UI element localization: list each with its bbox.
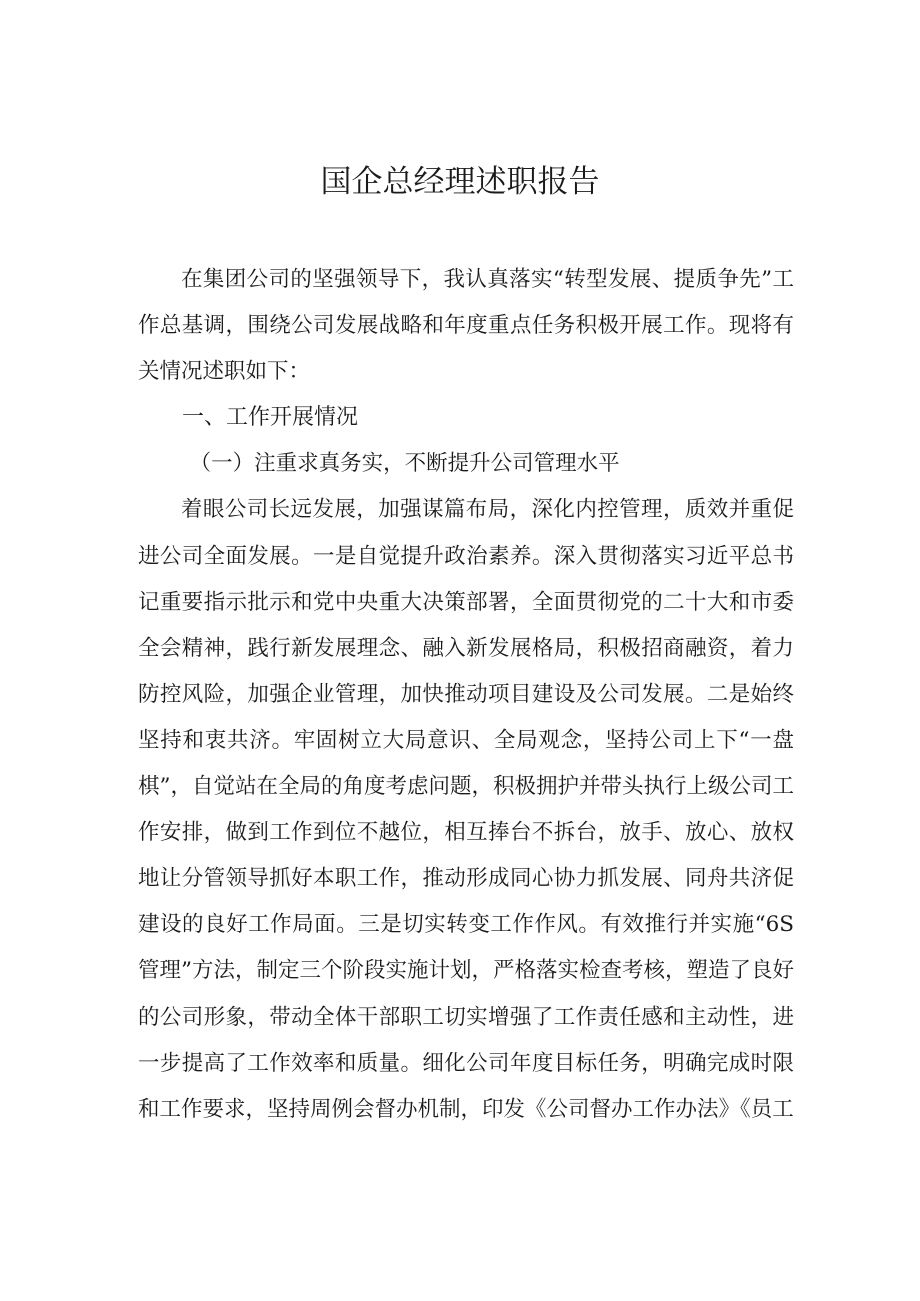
body-paragraph: 着眼公司长远发展，加强谋篇布局，深化内控管理，质效并重促进公司全面发展。一是自觉提升政治素养。深入贯彻落实习近平总书记重要指示批示和党中央重大决策部署，全面贯彻党的二十大和市委全会精神，践行新发展理念、融入新发展格局，积极招商融资，着力防控风险，加强企业管理，加快推动项目建设及公司发展。二是始终坚持和衷共济。牢固树立大局意识、全局观念，坚持公司上下“一盘棋”，自觉站在全局的角度考虑问题，积极拥护并带头执行上级公司工作安排，做到工作到位不越位，相互捧台不拆台，放手、放心、放权地让分管领导抓好本职工作，推动形成同心协力抓发展、同舟共济促建设的良好工作局面。三是切实转变工作作风。有效推行并实施“6S管理”方法，制定三个阶段实施计划，严格落实检查考核，塑造了良好的公司形象，带动全体干部职工切实增强了工作责任感和主动性，进一步提高了工作效率和质量。细化公司年度目标任务，明确完成时限和工作要求，坚持周例会督办机制，印发《公司督办工作办法》《员工 xyxy=(138,497,794,1122)
section-heading: 一、工作开展情况 xyxy=(182,405,359,431)
document-body xyxy=(138,257,794,1133)
intro-paragraph: 在集团公司的坚强领导下，我认真落实“转型发展、提质争先”工作总基调，围绕公司发展战略和年度重点任务积极开展工作。现将有关情况述职如下： xyxy=(138,267,794,385)
document-title: 国企总经理述职报告 xyxy=(320,164,600,200)
subsection-heading: （一）注重求真务实，不断提升公司管理水平 xyxy=(189,451,620,477)
